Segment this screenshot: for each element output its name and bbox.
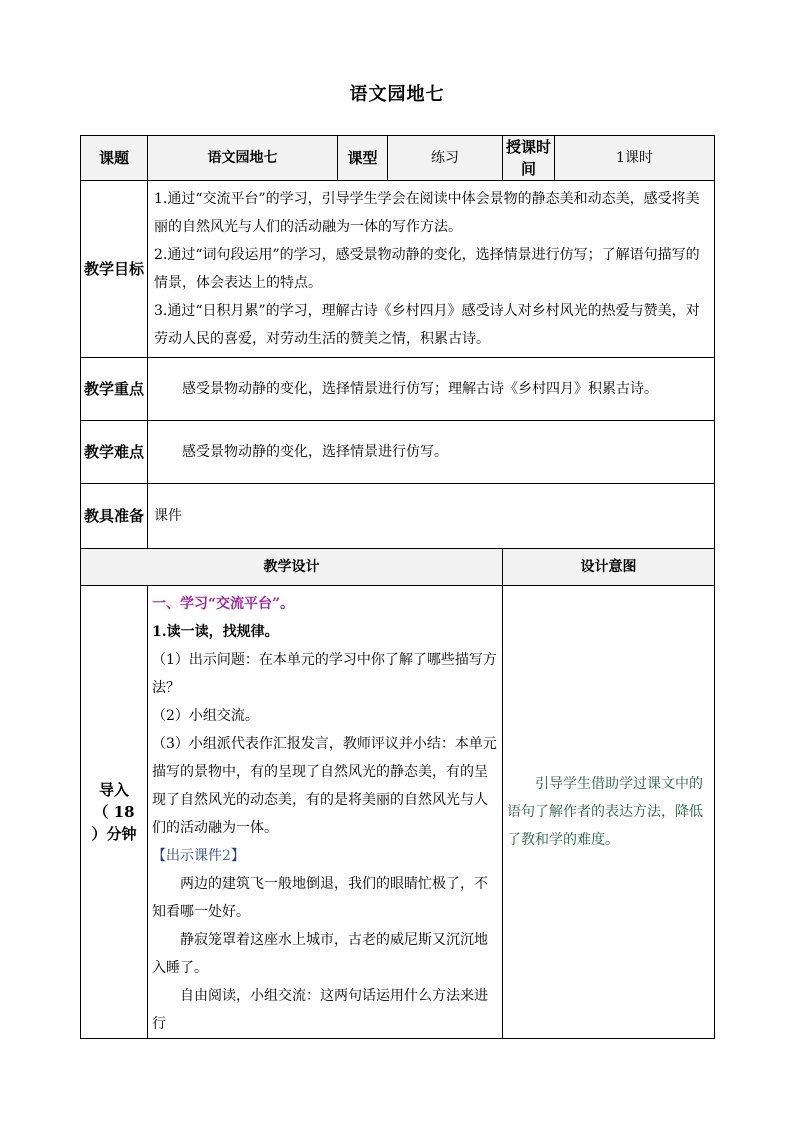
header-row xyxy=(81,136,715,181)
courseware-suffix: 】 xyxy=(230,848,245,864)
section-title: 一、学习“交流平台”。 xyxy=(152,596,295,612)
intro-label-line: ）分钟 xyxy=(91,825,137,843)
intro-design-content xyxy=(148,586,503,1039)
difficult-points-text: 感受景物动静的变化，选择情景进行仿写。 xyxy=(182,444,448,460)
materials-content: 课件 xyxy=(148,484,715,549)
difficult-points-row xyxy=(81,421,715,484)
courseware-tag xyxy=(152,842,498,870)
goals-content xyxy=(148,181,715,358)
design-paragraph: （3）小组派代表作汇报发言，教师评议并小结：本单元描写的景物中，有的呈现了自然风光的静态美，有的呈现了自然风光的动态美，有的是将美丽的自然风光与人们的活动融为一体。 xyxy=(152,736,497,836)
design-header-row xyxy=(81,549,715,586)
goal-item: 1.通过“交流平台”的学习，引导学生学会在阅读中体会景物的静态美和动态美，感受将美丽的自然风光与人们的活动融为一体的写作方法。 xyxy=(154,191,700,235)
intro-label-line: 导入 xyxy=(98,781,129,799)
quote-paragraph: 静寂笼罩着这座水上城市，古老的威尼斯又沉沉地入睡了。 xyxy=(152,932,488,976)
time-value: 1课时 xyxy=(555,136,715,181)
courseware-number: 2 xyxy=(222,848,231,864)
intro-label-line: （ 18 xyxy=(93,803,135,821)
materials-row xyxy=(81,484,715,549)
goal-item: 3.通过“日积月累”的学习，理解古诗《乡村四月》感受诗人对乡村风光的热爱与赞美，对劳动人民的喜爱，对劳动生活的赞美之情，积累古诗。 xyxy=(154,303,700,347)
key-points-label: 教学重点 xyxy=(81,358,148,421)
key-points-text: 感受景物动静的变化，选择情景进行仿写；理解古诗《乡村四月》积累古诗。 xyxy=(182,381,658,397)
quote-paragraph: 两边的建筑飞一般地倒退，我们的眼睛忙极了，不知看哪一处好。 xyxy=(152,876,488,920)
intent-text: 引导学生借助学过课文中的语句了解作者的表达方法，降低了教和学的难度。 xyxy=(507,776,703,848)
design-paragraph: 自由阅读，小组交流：这两句话运用什么方法来进行 xyxy=(152,988,488,1032)
goals-row xyxy=(81,181,715,358)
key-points-row xyxy=(81,358,715,421)
goal-item: 2.通过“词句段运用”的学习，感受景物动静的变化，选择情景进行仿写；了解语句描写的情景，体会表达上的特点。 xyxy=(154,247,700,291)
time-label: 授课时间 xyxy=(503,136,555,181)
difficult-points-content xyxy=(148,421,715,484)
lesson-plan-table xyxy=(80,135,715,1039)
topic-label: 课题 xyxy=(81,136,148,181)
intro-intent-content xyxy=(503,586,715,1039)
type-label: 课型 xyxy=(338,136,388,181)
key-points-content xyxy=(148,358,715,421)
difficult-points-label: 教学难点 xyxy=(81,421,148,484)
design-paragraph: （1）出示问题：在本单元的学习中你了解了哪些描写方法？ xyxy=(152,652,497,696)
courseware-prefix: 【出示课件 xyxy=(152,848,222,864)
goals-label: 教学目标 xyxy=(81,181,148,358)
topic-value: 语文园地七 xyxy=(148,136,338,181)
intent-header: 设计意图 xyxy=(503,549,715,586)
page-title: 语文园地七 xyxy=(349,84,445,105)
step-title: 1.读一读，找规律。 xyxy=(152,624,279,640)
intro-row xyxy=(81,586,715,1039)
design-paragraph: （2）小组交流。 xyxy=(152,708,259,724)
materials-label: 教具准备 xyxy=(81,484,148,549)
intro-label xyxy=(81,586,148,1039)
design-header: 教学设计 xyxy=(81,549,503,586)
type-value: 练习 xyxy=(388,136,503,181)
